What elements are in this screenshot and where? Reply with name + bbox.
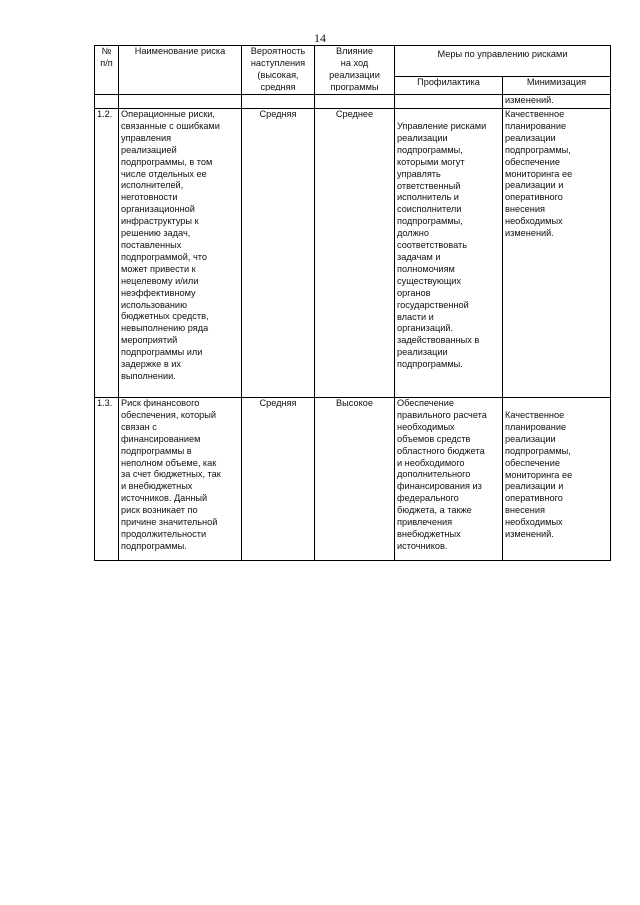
cell-prevention: Обеспечение правильного расчета необходимых объемов средств областного бюджета и необходимого дополнительного финансирования из федерального бюджета, а также привлечения внебюджетных источников. bbox=[395, 398, 503, 561]
cell-risk-name bbox=[119, 95, 242, 109]
risk-management-table bbox=[94, 45, 611, 561]
page-number: 14 bbox=[314, 31, 326, 45]
cell-prevention: Управление рисками реализации подпрограммы, которыми могут управлять ответственный исполнитель и соисполнители подпрограммы, должно соответствовать задачам и полномочиям существующих органов государственной власти и организаций. задействованных в реализации подпрограммы. bbox=[395, 109, 503, 398]
header-minimization: Минимизация bbox=[503, 77, 611, 95]
table-row bbox=[95, 398, 611, 561]
cell-impact: Среднее bbox=[315, 109, 395, 398]
cell-risk-name: Операционные риски, связанные с ошибками управления реализацией подпрограммы, в том числе отдельных ее исполнителей, неготовности организационной инфраструктуры к решению задач, поставленных подпрограммой, что может привести к нецелевому и/или неэффективному использованию бюджетных средств, невыполнению ряда мероприятий подпрограммы или задержке в их выполнении. bbox=[119, 109, 242, 398]
cell-probability bbox=[242, 95, 315, 109]
cell-impact: Высокое bbox=[315, 398, 395, 561]
cell-number: 1.2. bbox=[95, 109, 119, 398]
cell-probability: Средняя bbox=[242, 398, 315, 561]
cell-minimization: Качественное планирование реализации подпрограммы, обеспечение мониторинга ее реализации и оперативного внесения необходимых изменений. bbox=[503, 109, 611, 398]
cell-minimization: изменений. bbox=[503, 95, 611, 109]
cell-number: 1.3. bbox=[95, 398, 119, 561]
header-prevention: Профилактика bbox=[395, 77, 503, 95]
table-row-continuation bbox=[95, 95, 611, 109]
cell-number bbox=[95, 95, 119, 109]
table-row bbox=[95, 109, 611, 398]
header-probability-text: Вероятность наступления (высокая, средняя bbox=[250, 46, 306, 91]
cell-risk-name: Риск финансового обеспечения, который связан с финансированием подпрограммы в неполном объеме, как за счет бюджетных, так и внебюджетных источников. Данный риск возникает по причине значительной продолжительности подпрограммы. bbox=[119, 398, 242, 561]
cell-probability: Средняя bbox=[242, 109, 315, 398]
cell-minimization: Качественное планирование реализации подпрограммы, обеспечение мониторинга ее реализации и оперативного внесения необходимых изменений. bbox=[503, 398, 611, 561]
header-impact bbox=[315, 46, 395, 95]
cell-impact bbox=[315, 95, 395, 109]
header-risk-measures: Меры по управлению рисками bbox=[395, 46, 611, 77]
header-number: № п/п bbox=[95, 46, 119, 95]
header-probability bbox=[242, 46, 315, 95]
cell-prevention bbox=[395, 95, 503, 109]
header-impact-text: Влияние на ход реализации программы bbox=[329, 46, 380, 91]
header-risk-name: Наименование риска bbox=[119, 46, 242, 95]
